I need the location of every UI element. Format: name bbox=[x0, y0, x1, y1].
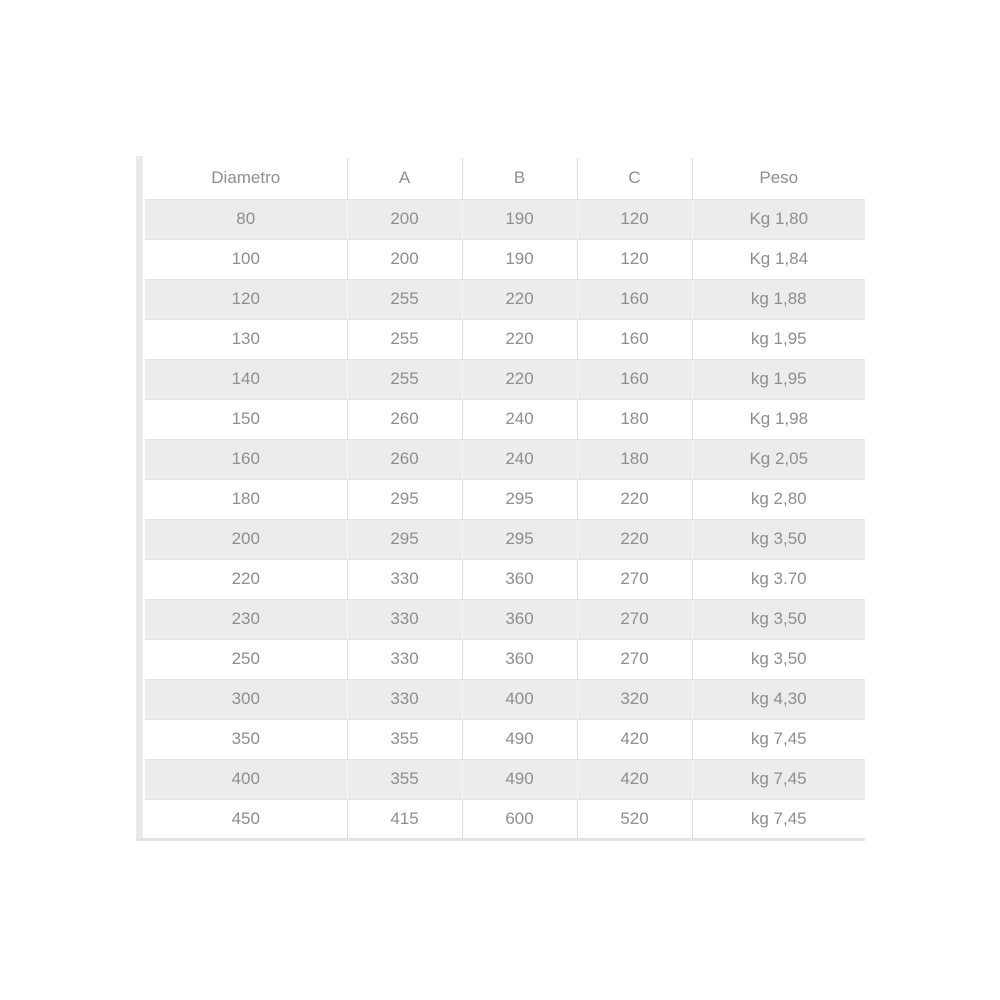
cell-a: 355 bbox=[347, 759, 462, 799]
cell-a: 260 bbox=[347, 399, 462, 439]
column-header-peso: Peso bbox=[759, 168, 799, 188]
cell-a: 255 bbox=[347, 279, 462, 319]
cell-peso: kg 1,88 bbox=[750, 289, 807, 308]
cell-diametro: 450 bbox=[145, 799, 347, 839]
cell-b: 360 bbox=[462, 599, 577, 639]
cell-peso: Kg 2,05 bbox=[749, 449, 809, 468]
table-row bbox=[145, 799, 865, 839]
table-row bbox=[145, 319, 865, 359]
cell-b: 490 bbox=[462, 719, 577, 759]
cell-c: 270 bbox=[577, 559, 692, 599]
cell-c: 160 bbox=[577, 279, 692, 319]
cell-diametro: 350 bbox=[145, 719, 347, 759]
table-row bbox=[145, 679, 865, 719]
header-row bbox=[145, 158, 865, 199]
cell-diametro: 180 bbox=[145, 479, 347, 519]
cell-diametro: 150 bbox=[145, 399, 347, 439]
cell-b: 295 bbox=[462, 479, 577, 519]
cell-a: 330 bbox=[347, 599, 462, 639]
cell-a: 200 bbox=[347, 239, 462, 279]
cell-b: 190 bbox=[462, 239, 577, 279]
table-row bbox=[145, 719, 865, 759]
table-row bbox=[145, 519, 865, 559]
cell-a: 330 bbox=[347, 559, 462, 599]
table-row bbox=[145, 759, 865, 799]
cell-peso: kg 7,45 bbox=[750, 729, 807, 748]
cell-diametro: 80 bbox=[145, 199, 347, 239]
cell-b: 360 bbox=[462, 639, 577, 679]
spec-table-container bbox=[145, 158, 865, 840]
cell-peso: Kg 1,84 bbox=[749, 249, 809, 268]
cell-a: 255 bbox=[347, 319, 462, 359]
cell-diametro: 400 bbox=[145, 759, 347, 799]
cell-a: 295 bbox=[347, 479, 462, 519]
table-row bbox=[145, 199, 865, 239]
cell-c: 320 bbox=[577, 679, 692, 719]
cell-b: 220 bbox=[462, 319, 577, 359]
cell-b: 295 bbox=[462, 519, 577, 559]
cell-b: 360 bbox=[462, 559, 577, 599]
left-column-sliver bbox=[136, 156, 143, 838]
cell-b: 240 bbox=[462, 439, 577, 479]
cell-c: 160 bbox=[577, 359, 692, 399]
cell-a: 415 bbox=[347, 799, 462, 839]
cell-b: 400 bbox=[462, 679, 577, 719]
cell-diametro: 250 bbox=[145, 639, 347, 679]
spec-table-header bbox=[145, 158, 865, 199]
cell-diametro: 160 bbox=[145, 439, 347, 479]
cell-peso: kg 2,80 bbox=[750, 489, 807, 508]
cell-c: 420 bbox=[577, 759, 692, 799]
spec-table-body bbox=[145, 199, 865, 839]
cell-c: 160 bbox=[577, 319, 692, 359]
cell-a: 255 bbox=[347, 359, 462, 399]
table-row bbox=[145, 279, 865, 319]
cell-c: 270 bbox=[577, 599, 692, 639]
cell-a: 260 bbox=[347, 439, 462, 479]
cell-b: 190 bbox=[462, 199, 577, 239]
cell-diametro: 220 bbox=[145, 559, 347, 599]
cell-c: 520 bbox=[577, 799, 692, 839]
table-row bbox=[145, 559, 865, 599]
cell-c: 120 bbox=[577, 199, 692, 239]
column-header-b: B bbox=[462, 158, 577, 199]
cell-a: 200 bbox=[347, 199, 462, 239]
cell-diametro: 200 bbox=[145, 519, 347, 559]
cell-a: 330 bbox=[347, 679, 462, 719]
cell-a: 355 bbox=[347, 719, 462, 759]
cell-diametro: 230 bbox=[145, 599, 347, 639]
cell-b: 220 bbox=[462, 359, 577, 399]
cell-c: 420 bbox=[577, 719, 692, 759]
cell-diametro: 300 bbox=[145, 679, 347, 719]
cell-b: 220 bbox=[462, 279, 577, 319]
cell-c: 120 bbox=[577, 239, 692, 279]
cell-peso: kg 3,50 bbox=[750, 609, 807, 628]
cell-peso: kg 3.70 bbox=[750, 569, 807, 588]
table-row bbox=[145, 359, 865, 399]
cell-peso: Kg 1,80 bbox=[749, 209, 809, 228]
cell-peso: kg 7,45 bbox=[750, 769, 807, 788]
column-header-diametro: Diametro bbox=[145, 158, 347, 199]
cell-peso: kg 3,50 bbox=[750, 529, 807, 548]
table-row bbox=[145, 399, 865, 439]
cell-diametro: 100 bbox=[145, 239, 347, 279]
column-header-c: C bbox=[577, 158, 692, 199]
cell-peso: Kg 1,98 bbox=[749, 409, 809, 428]
cell-diametro: 130 bbox=[145, 319, 347, 359]
cell-peso: kg 1,95 bbox=[750, 369, 807, 388]
table-row bbox=[145, 639, 865, 679]
cell-diametro: 140 bbox=[145, 359, 347, 399]
column-header-a: A bbox=[347, 158, 462, 199]
cell-b: 490 bbox=[462, 759, 577, 799]
cell-c: 180 bbox=[577, 399, 692, 439]
table-row bbox=[145, 599, 865, 639]
spec-table bbox=[145, 158, 865, 840]
cell-peso: kg 1,95 bbox=[750, 329, 807, 348]
cell-c: 270 bbox=[577, 639, 692, 679]
table-row bbox=[145, 239, 865, 279]
table-bottom-rule bbox=[136, 838, 865, 841]
cell-a: 295 bbox=[347, 519, 462, 559]
cell-c: 180 bbox=[577, 439, 692, 479]
cell-c: 220 bbox=[577, 479, 692, 519]
table-row bbox=[145, 439, 865, 479]
cell-b: 600 bbox=[462, 799, 577, 839]
cell-peso: kg 7,45 bbox=[750, 809, 807, 828]
cell-a: 330 bbox=[347, 639, 462, 679]
cell-c: 220 bbox=[577, 519, 692, 559]
cell-diametro: 120 bbox=[145, 279, 347, 319]
table-row bbox=[145, 479, 865, 519]
cell-peso: kg 3,50 bbox=[750, 649, 807, 668]
cell-b: 240 bbox=[462, 399, 577, 439]
cell-peso: kg 4,30 bbox=[750, 689, 807, 708]
